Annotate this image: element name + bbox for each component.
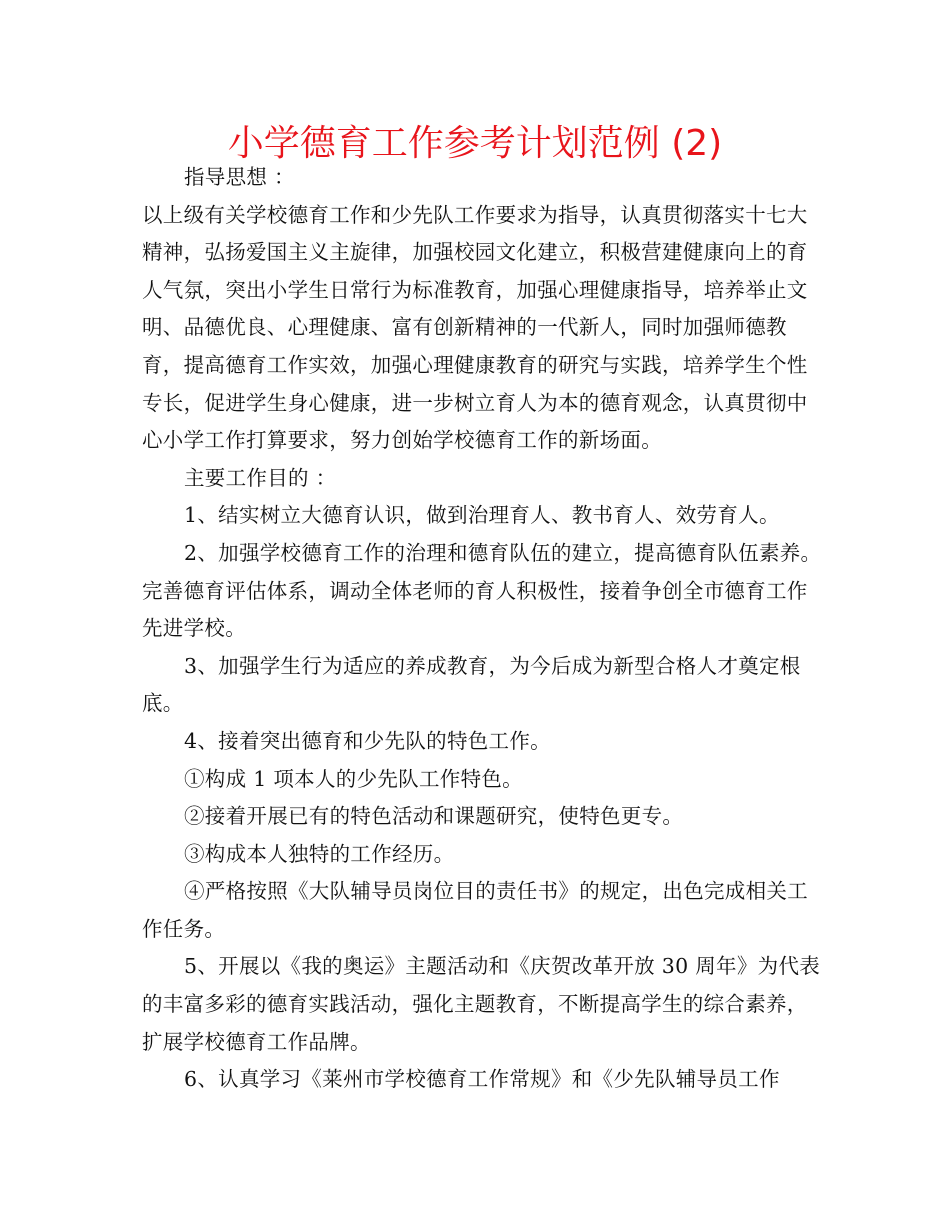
heading-guiding-ideology: 指导思想 ： [184,165,295,189]
goal-item-1: 1、结实树立大德育认识，做到治理育人、教书育人、效劳育人。 [184,503,780,528]
goal-item-3: 3、加强学生行为适应的养成教育，为今后成为新型合格人才奠定根底。 [142,653,801,716]
sub-item-3: ③构成本人独特的工作经历。 [184,841,455,866]
goal-item-6: 6、认真学习《莱州市学校德育工作常规》和《少先队辅导员工作 [184,1067,780,1092]
paragraph-guiding-ideology: 以上级有关学校德育工作和少先队工作要求为指导，认真贯彻落实十七大精神，弘扬爱国主义主旋律，加强校园文化建立，积极营建健康向上的育人气氛，突出小学生日常行为标准教育，加强心理健康指导，培养举止文明、品德优良、心理健康、富有创新精神的一代新人，同时加强师德教育，提高德育工作实效，加强心理健康教育的研究与实践，培养学生个性专长，促进学生身心健康，进一步树立育人为本的德育观念，认真贯彻中心小学工作打算要求，努力创始学校德育工作的新场面。 [142,202,808,453]
heading-main-goals: 主要工作目的 ： [184,465,337,490]
sub-item-2: ②接着开展已有的特色活动和课题研究，使特色更专。 [184,804,684,829]
goal-item-5: 5、开展以《我的奥运》主题活动和《庆贺改革开放 30 周年》为代表的丰富多彩的德育实践活动，强化主题教育，不断提高学生的综合素养，扩展学校德育工作品牌。 [142,954,821,1054]
goal-item-2: 2、加强学校德育工作的治理和德育队伍的建立，提高德育队伍素养。完善德育评估体系，调动全体老师的育人积极性，接着争创全市德育工作先进学校。 [142,540,822,641]
document-title: 小学德育工作参考计划范例 (2) [227,123,723,164]
document-body [142,159,822,1099]
goal-item-4: 4、接着突出德育和少先队的特色工作。 [184,728,551,753]
sub-item-4: ④严格按照《大队辅导员岗位目的责任书》的规定，出色完成相关工作任务。 [142,879,808,941]
sub-item-1: ①构成 1 项本人的少先队工作特色。 [184,766,523,791]
